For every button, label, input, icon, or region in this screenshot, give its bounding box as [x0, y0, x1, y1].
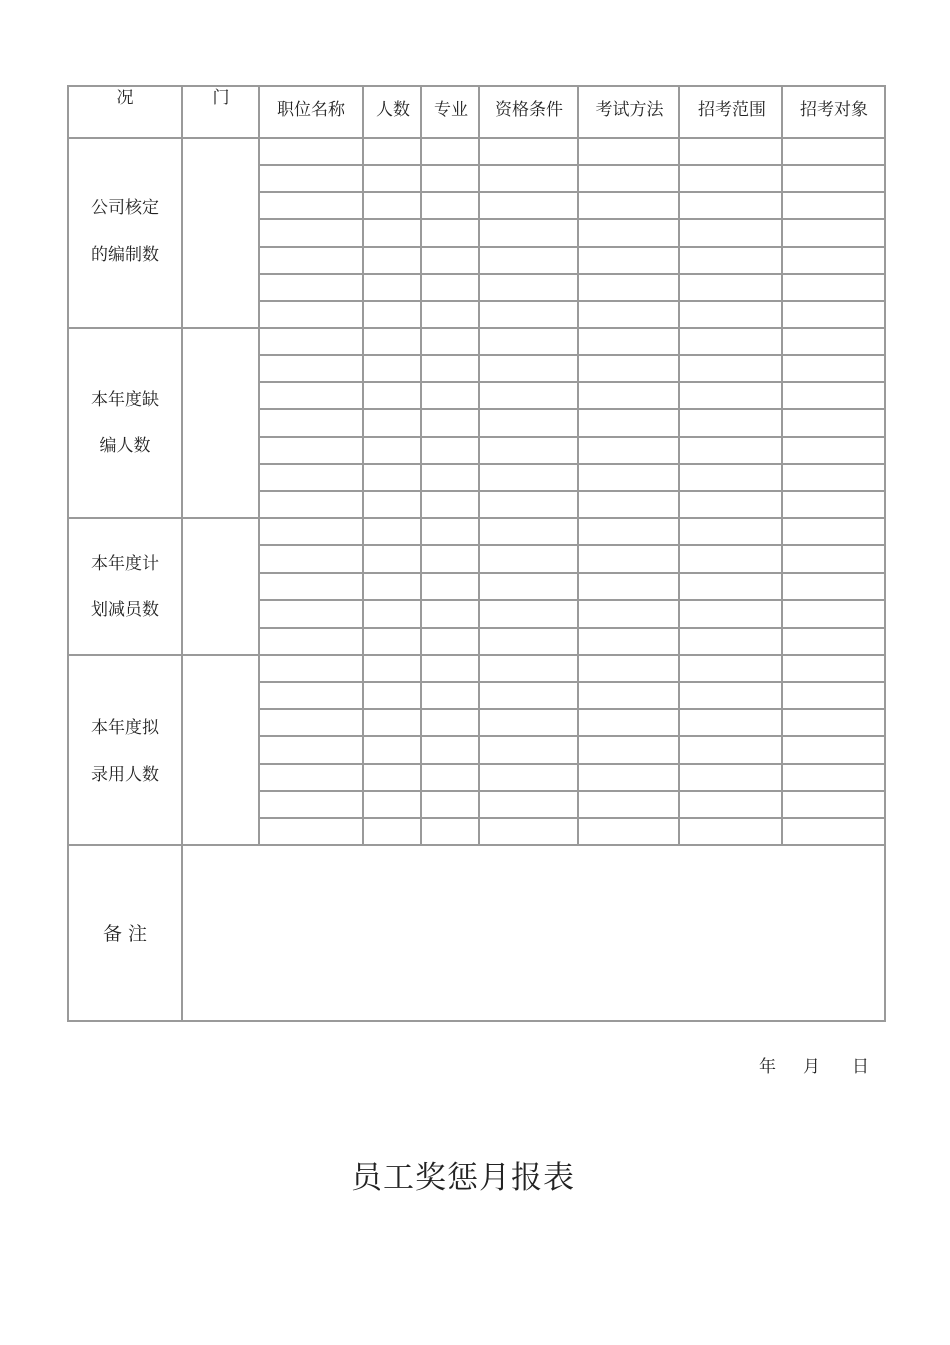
table-border-right	[884, 85, 886, 1022]
group-label-planned-hires-line2: 录用人数	[91, 765, 159, 785]
table-row-rule	[258, 300, 886, 302]
column-header-headcount: 人数	[376, 100, 410, 120]
column-header-recruit-target: 招考对象	[800, 100, 868, 120]
table-row-rule	[258, 790, 886, 792]
column-rule	[577, 85, 579, 846]
group-label-vacancies-line2: 编人数	[99, 436, 151, 456]
table-row-rule	[258, 763, 886, 765]
date-year-label: 年	[759, 1057, 776, 1077]
table-border-bottom	[67, 1020, 886, 1022]
column-header-recruit-scope: 招考范围	[698, 100, 766, 120]
column-rule	[478, 85, 480, 846]
group-label-approved-quota-line2: 的编制数	[91, 245, 159, 265]
column-rule	[781, 85, 783, 846]
remarks-field[interactable]	[184, 846, 882, 1018]
column-rule	[420, 85, 422, 846]
column-header-major: 专业	[434, 100, 468, 120]
group-label-vacancies: 本年度缺	[91, 390, 159, 410]
table-row-rule	[258, 735, 886, 737]
group-separator	[67, 654, 886, 656]
column-rule	[362, 85, 364, 846]
table-row-rule	[258, 708, 886, 710]
group-label-planned-reduction: 本年度计	[91, 554, 159, 574]
group-label-planned-hires: 本年度拟	[91, 718, 159, 738]
table-row-rule	[258, 246, 886, 248]
column-rule	[258, 85, 260, 846]
group-separator	[67, 517, 886, 519]
table-row-rule	[258, 627, 886, 629]
group-separator	[67, 327, 886, 329]
date-month-label: 月	[803, 1057, 820, 1077]
table-row-rule	[258, 681, 886, 683]
group-label-approved-quota: 公司核定	[91, 198, 159, 218]
column-header-position-name: 职位名称	[277, 100, 345, 120]
table-row-rule	[258, 273, 886, 275]
table-row-rule	[258, 381, 886, 383]
table-border-top	[67, 85, 886, 87]
date-day-label: 日	[852, 1057, 869, 1077]
table-row-rule	[258, 599, 886, 601]
group-label-planned-reduction-line2: 划减员数	[91, 600, 159, 620]
table-row-rule	[258, 354, 886, 356]
table-row-rule	[258, 572, 886, 574]
table-row-rule	[258, 463, 886, 465]
header-cell-situation: 况	[116, 88, 134, 108]
group-separator	[67, 137, 886, 139]
table-row-rule	[258, 490, 886, 492]
table-row-rule	[258, 164, 886, 166]
table-row-rule	[258, 436, 886, 438]
remarks-label: 备 注	[102, 923, 148, 945]
table-row-rule	[258, 218, 886, 220]
table-row-rule	[258, 191, 886, 193]
header-cell-department: 门	[212, 88, 230, 108]
column-header-qualifications: 资格条件	[495, 100, 563, 120]
table-row-rule	[258, 817, 886, 819]
column-header-exam-method: 考试方法	[595, 100, 664, 120]
column-rule	[678, 85, 680, 846]
table-row-rule	[258, 408, 886, 410]
table-row-rule	[258, 544, 886, 546]
document-title: 员工奖惩月报表	[351, 1160, 575, 1196]
